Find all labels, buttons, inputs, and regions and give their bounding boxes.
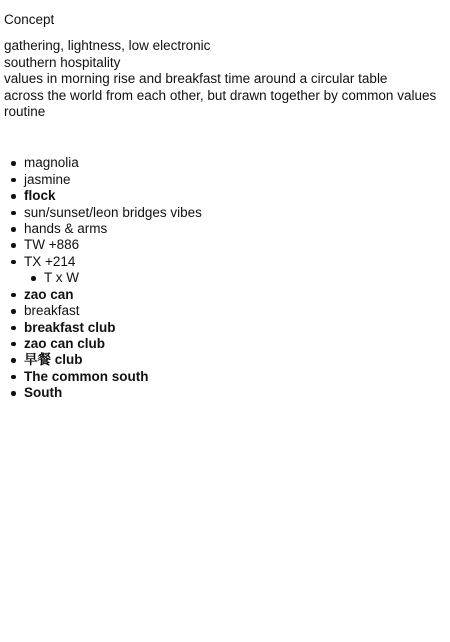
list-item: hands & arms [24,221,446,237]
concept-line: southern hospitality [4,54,121,70]
list-item: The common south [24,369,446,385]
concept-line: routine [4,104,46,120]
list-item: South [24,385,446,401]
nested-list [24,270,446,286]
list-item: breakfast [24,303,446,319]
concept-line: across the world from each other, but drawn together by common values [4,87,437,103]
list-item: zao can club [24,336,446,352]
list-item: sun/sunset/leon bridges vibes [24,205,446,221]
ideas-list [4,155,446,401]
list-item: TW +886 [24,237,446,253]
list-item: jasmine [24,172,446,188]
concept-line: values in morning rise and breakfast time around a circular table [4,71,388,87]
list-item: 早餐 club [24,352,446,368]
list-item: zao can [24,287,446,303]
nested-list-item: T x W [44,270,446,286]
list-item-label: TX +214 [24,253,76,269]
list-item-with-sublist [24,254,446,287]
concept-line: gathering, lightness, low electronic [4,38,211,54]
concept-heading: Concept [4,12,55,27]
concept-paragraph [4,38,446,120]
list-item: magnolia [24,155,446,171]
list-item: flock [24,188,446,204]
list-item: breakfast club [24,320,446,336]
spacer [4,120,446,155]
